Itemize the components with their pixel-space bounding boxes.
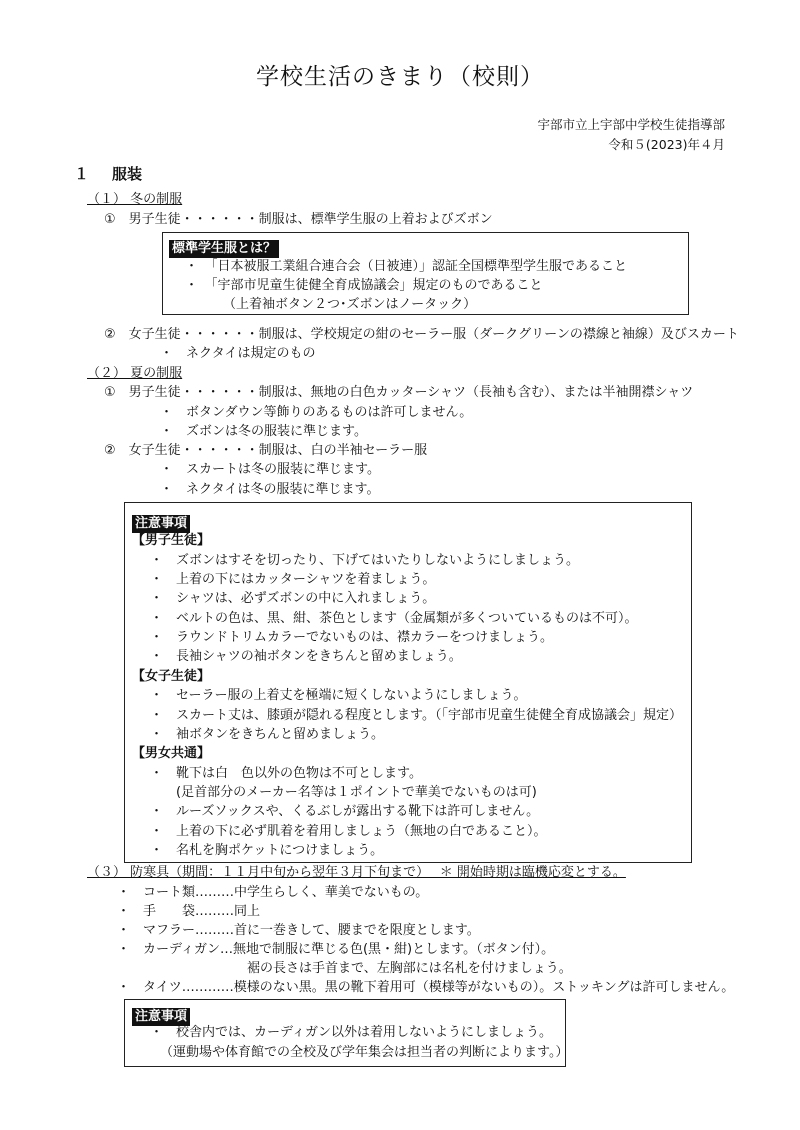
section-heading: 服装	[112, 165, 143, 183]
list-item: ・ 手 袋………同上	[117, 904, 261, 919]
winter-girls-line: ② 女子生徒・・・・・・制服は、学校規定の紺のセーラー服（ダークグリーンの襟線と袖線）及びスカート	[104, 327, 739, 342]
list-item: ・ ボタンダウン等飾りのあるものは許可しません。	[160, 405, 473, 420]
issuer: 宇部市立上宇部中学校生徒指導部	[537, 117, 725, 132]
list-item: ・ ネクタイは規定のもの	[160, 346, 316, 361]
page-title: 学校生活のきまり（校則）	[256, 64, 544, 90]
list-item: ・ 靴下は白 色以外の色物は不可とします。	[150, 766, 422, 781]
list-item: ・ 校舎内では、カーディガン以外は着用しないようにしましょう。	[150, 1025, 552, 1040]
list-item: 裾の長さは手首まで、左胸部には名札を付けましょう。	[117, 961, 572, 976]
list-item: (足首部分のメーカー名等は１ポイントで華美でないものは可)	[150, 785, 537, 800]
cold-weather-heading	[87, 863, 626, 883]
list-item: ・ 上着の下に必ず肌着を着用しましょう（無地の白であること）。	[150, 824, 547, 839]
standard-uniform-box	[162, 232, 689, 315]
list-item: ・ ラウンドトリムカラーでないものは、襟カラーをつけましょう。	[150, 630, 554, 645]
list-item: ・ ルーズソックスや、くるぶしが露出する靴下は許可しません。	[150, 804, 540, 819]
standard-uniform-tag: 標準学生服とは？	[169, 240, 279, 258]
issue-date: 令和５(2023)年４月	[608, 137, 725, 152]
list-item: ・ カーディガン…無地で制服に準じる色(黒・紺)とします。（ボタン付）。	[117, 942, 555, 957]
girls-heading: 【女子生徒】	[132, 669, 211, 684]
list-item: ・ 袖ボタンをきちんと留めましょう。	[150, 727, 385, 742]
winter-boys-line: ① 男子生徒・・・・・・制服は、標準学生服の上着およびズボン	[104, 212, 493, 227]
list-item: ・ ズボンは冬の服装に準じます。	[160, 424, 367, 439]
cold-notes-box	[124, 999, 569, 1067]
winter-uniform-heading: （１） 冬の制服	[87, 192, 183, 207]
common-heading: 【男女共通】	[132, 746, 211, 761]
cold-notes-tag: 注意事項	[132, 1008, 190, 1026]
list-item: ・ スカート丈は、膝頭が隠れる程度とします。（「宇部市児童生徒健全育成協議会」規定）	[150, 708, 682, 723]
notes-box	[124, 502, 692, 863]
summer-girls-line: ② 女子生徒・・・・・・制服は、白の半袖セーラー服	[104, 443, 428, 458]
list-item: ・ シャツは、必ずズボンの中に入れましょう。	[150, 591, 436, 606]
list-item: ・ 上着の下にはカッターシャツを着ましょう。	[150, 572, 436, 587]
list-item: ・ 「日本被服工業組合連合会（日被連）」認証全国標準型学生服であること	[185, 259, 628, 274]
list-item: ・ セーラー服の上着丈を極端に短くしないようにしましょう。	[150, 688, 527, 703]
list-note: （上着袖ボタン２つ･ズボンはノータック）	[223, 297, 477, 312]
list-item: ・ タイツ…………模様のない黒。黒の靴下着用可（模様等がないもの）。ストッキングは許可しません。	[117, 980, 735, 995]
cold-weather-period: （期間：１１月中旬から翌年３月下旬まで） ＊ 開始時期は臨機応変とする。	[169, 865, 626, 880]
summer-uniform-heading: （２） 夏の制服	[87, 366, 183, 381]
list-item: ・ マフラー………首に一巻きして、腰までを限度とします。	[117, 923, 480, 938]
list-item: ・ 「宇部市児童生徒健全育成協議会」規定のものであること	[185, 278, 543, 293]
list-item: ・ ベルトの色は、黒、紺、茶色とします（金属類が多くついているものは不可）。	[150, 611, 638, 626]
summer-boys-line: ① 男子生徒・・・・・・制服は、無地の白色カッターシャツ（長袖も含む）、または半袖開襟シャツ	[104, 385, 694, 400]
section-number: １	[74, 165, 90, 183]
list-item: ・ ネクタイは冬の服装に準じます。	[160, 482, 380, 497]
list-note: （運動場や体育館での全校及び学年集会は担当者の判断によります。）	[160, 1045, 569, 1060]
cold-weather-label: （３） 防寒具	[87, 865, 170, 880]
list-item: ・ スカートは冬の服装に準じます。	[160, 462, 380, 477]
list-item: ・ ズボンはすそを切ったり、下げてはいたりしないようにしましょう。	[150, 553, 580, 568]
list-item: ・ 名札を胸ポケットにつけましょう。	[150, 843, 384, 858]
boys-heading: 【男子生徒】	[132, 533, 211, 548]
list-item: ・ コート類………中学生らしく、華美でないもの。	[117, 885, 429, 900]
notes-tag: 注意事項	[132, 515, 190, 533]
list-item: ・ 長袖シャツの袖ボタンをきちんと留めましょう。	[150, 649, 462, 664]
